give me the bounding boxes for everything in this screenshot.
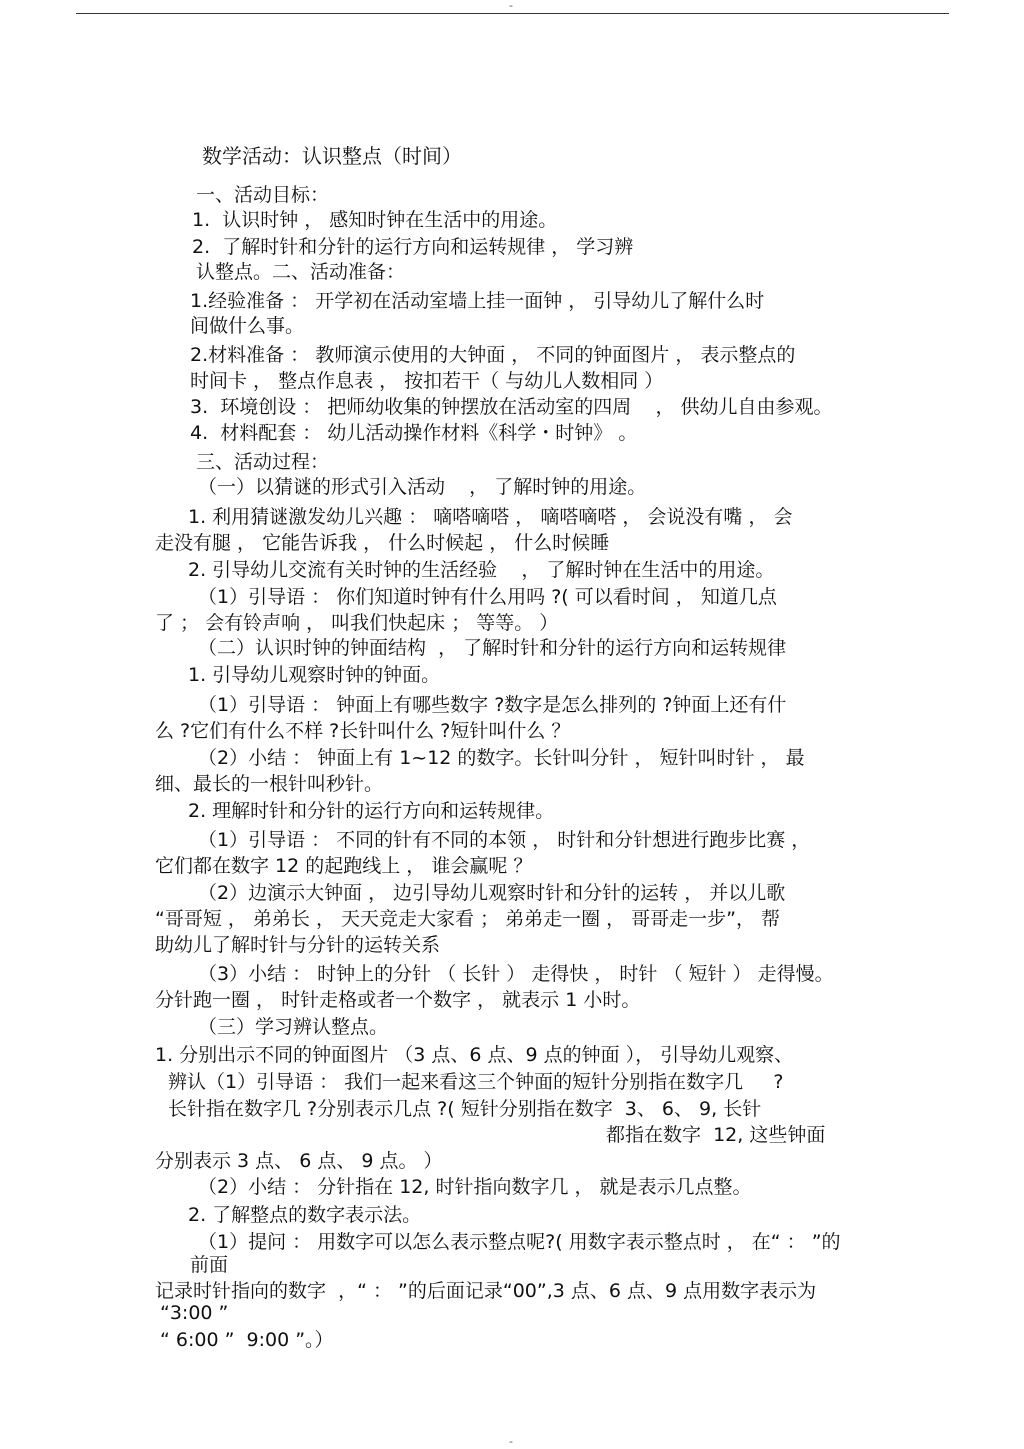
text-line: 分别表示 3 点、 6 点、 9 点。 ） [155, 1150, 443, 1172]
text-line: 细、最长的一根针叫秒针。 [155, 773, 384, 795]
text-line: 长针指在数字几 ?分别表示几点 ?( 短针分别指在数字 3、 6、 9, 长针 [168, 1098, 762, 1120]
text-line: 1. 利用猜谜激发幼儿兴趣 ： 嘀嗒嘀嗒 ， 嘀嗒嘀嗒 ， 会说没有嘴 ， 会 [188, 506, 793, 528]
text-line: 三、活动过程： [196, 451, 330, 473]
text-line: （1）引导语 ： 不同的针有不同的本领 ， 时针和分针想进行跑步比赛 ， [198, 829, 811, 851]
text-line: （1）引导语 ： 你们知道时钟有什么用吗 ?( 可以看时间 ， 知道几点 [198, 586, 777, 608]
text-line: “ 6:00 ” 9:00 ”。） [160, 1329, 334, 1351]
text-line: 2. 理解时针和分针的运行方向和运转规律。 [188, 800, 555, 822]
text-line: 辨认（1）引导语 ： 我们一起来看这三个钟面的短针分别指在数字几 ? [168, 1071, 784, 1093]
text-line: 2.材料准备 ： 教师演示使用的大钟面 ， 不同的钟面图片 ， 表示整点的 [190, 344, 796, 366]
text-line: 时间卡 ， 整点作息表 ， 按扣若干（ 与幼儿人数相同 ） [190, 370, 664, 392]
text-line: （一）以猜谜的形式引入活动 ， 了解时钟的用途。 [198, 476, 647, 498]
text-line: 1. 分别出示不同的钟面图片 （3 点、6 点、9 点的钟面 ）， 引导幼儿观察、 [155, 1044, 794, 1066]
text-line: “3:00 ” [160, 1302, 229, 1324]
text-line: 1.经验准备 ： 开学初在活动室墙上挂一面钟 ， 引导幼儿了解什么时 [190, 290, 765, 312]
text-line: 分针跑一圈 ， 时针走格或者一个数字 ， 就表示 1 小时。 [155, 989, 641, 1011]
text-line: 2. 了解整点的数字表示法。 [188, 1204, 422, 1226]
text-line: 认整点。二、活动准备： [196, 261, 406, 283]
text-line: （三）学习辨认整点。 [198, 1016, 389, 1038]
text-line: 走没有腿 ， 它能告诉我 ， 什么时候起 ， 什么时候睡 [155, 532, 610, 554]
text-line: 一、活动目标： [196, 184, 330, 206]
text-line: （1）提问 ： 用数字可以怎么表示整点呢?( 用数字表示整点时 ， 在“ ： ”的 [198, 1231, 841, 1253]
text-line: （2）小结 ： 钟面上有 1~12 的数字。长针叫分针 ， 短针叫时针 ， 最 [198, 747, 805, 769]
footer-mark: - [509, 1435, 513, 1448]
text-line: 1. 引导幼儿观察时钟的钟面。 [188, 664, 441, 686]
text-line: “哥哥短 ， 弟弟长 ， 天天竞走大家看 ； 弟弟走一圈 ， 哥哥走一步”， 帮 [155, 908, 781, 930]
text-line: 么 ?它们有什么不样 ?长针叫什么 ?短针叫什么 ？ [155, 720, 571, 742]
text-line: 4. 材料配套 ： 幼儿活动操作材料《科学・时钟》 。 [190, 422, 638, 444]
text-line: （二）认识时钟的钟面结构 ， 了解时针和分针的运行方向和运转规律 [198, 637, 787, 659]
text-line: （2）边演示大钟面 ， 边引导幼儿观察时针和分针的运转 ， 并以儿歌 [198, 882, 786, 904]
text-line: 3. 环境创设 ： 把师幼收集的钟摆放在活动室的四周 ， 供幼儿自由参观。 [190, 396, 833, 418]
text-line: 前面 [190, 1254, 229, 1276]
text-line: 间做什么事。 [190, 315, 305, 337]
text-line: 都指在数字 12, 这些钟面 [606, 1124, 826, 1146]
text-line: （3）小结 ： 时钟上的分针 （ 长针 ） 走得快 ， 时针 （ 短针 ） 走得慢。 [198, 963, 834, 985]
text-line: 2. 了解时针和分针的运行方向和运转规律 ， 学习辨 [192, 236, 634, 258]
text-line: 了 ； 会有铃声响 ， 叫我们快起床 ； 等等。 ） [155, 612, 559, 634]
text-line: 助幼儿了解时针与分针的运转关系 [155, 934, 441, 956]
text-line: 它们都在数字 12 的起跑线上 ， 谁会赢呢 ？ [155, 855, 533, 877]
text-line: 1. 认识时钟 ， 感知时钟在生活中的用途。 [192, 209, 558, 231]
page-title: 数学活动：认识整点（时间） [202, 144, 462, 168]
text-line: （1）引导语 ： 钟面上有哪些数字 ?数字是怎么排列的 ?钟面上还有什 [198, 694, 787, 716]
text-line: （2）小结 ： 分针指在 12, 时针指向数字几 ， 就是表示几点整。 [198, 1176, 752, 1198]
header-rule [76, 13, 949, 14]
text-line: 记录时针指向的数字 ，“ ： ”的后面记录“00”,3 点、6 点、9 点用数字表示为 [155, 1280, 817, 1302]
header-mark: - [509, 0, 513, 12]
text-line: 2. 引导幼儿交流有关时钟的生活经验 ， 了解时钟在生活中的用途。 [188, 559, 775, 581]
